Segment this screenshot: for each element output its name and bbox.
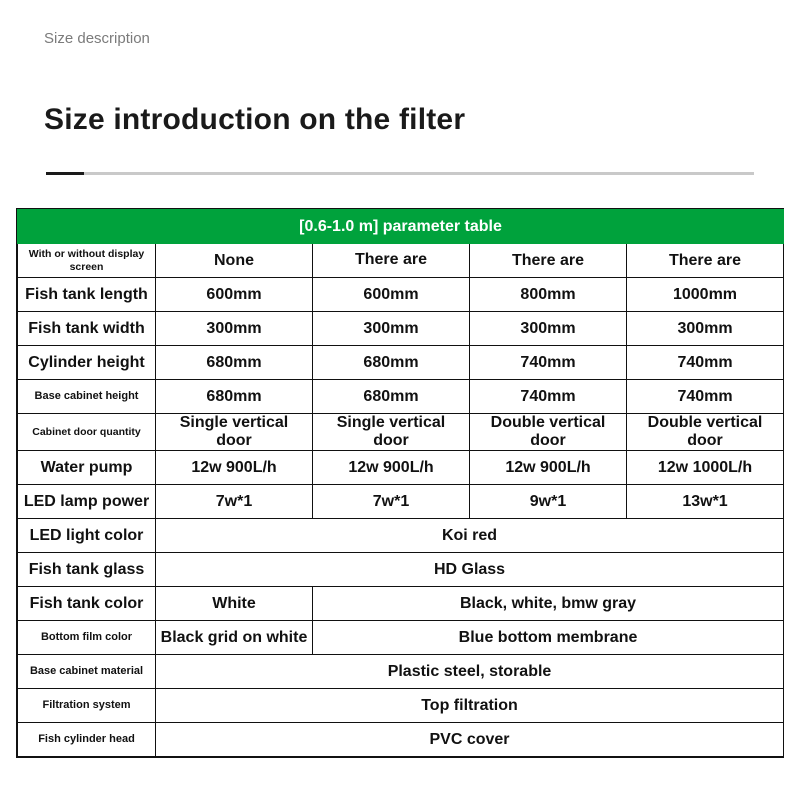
row-value: 1000mm xyxy=(627,278,784,312)
row-value: 9w*1 xyxy=(470,485,627,519)
row-value: 740mm xyxy=(470,346,627,380)
table-row xyxy=(18,655,784,689)
row-label: LED lamp power xyxy=(18,485,156,519)
table-row xyxy=(18,587,784,621)
table-row xyxy=(18,519,784,553)
row-value: HD Glass xyxy=(156,553,784,587)
row-value: None xyxy=(156,244,313,278)
table-row xyxy=(18,451,784,485)
row-value: 12w 900L/h xyxy=(470,451,627,485)
table-row xyxy=(18,723,784,757)
row-value: 12w 1000L/h xyxy=(627,451,784,485)
table-row xyxy=(18,485,784,519)
row-value: Blue bottom membrane xyxy=(313,621,784,655)
row-label: Filtration system xyxy=(18,689,156,723)
row-label: Base cabinet material xyxy=(18,655,156,689)
parameter-table-body xyxy=(18,210,784,757)
row-label: With or without display screen xyxy=(18,244,156,278)
row-value: Black, white, bmw gray xyxy=(313,587,784,621)
parameter-table-wrap xyxy=(16,208,784,758)
row-value: 12w 900L/h xyxy=(156,451,313,485)
row-label: Bottom film color xyxy=(18,621,156,655)
table-row xyxy=(18,278,784,312)
row-value: Double vertical door xyxy=(627,414,784,451)
row-label: Base cabinet height xyxy=(18,380,156,414)
row-label: Fish tank glass xyxy=(18,553,156,587)
row-value: 800mm xyxy=(470,278,627,312)
row-label: LED light color xyxy=(18,519,156,553)
row-value: Koi red xyxy=(156,519,784,553)
table-row xyxy=(18,689,784,723)
row-value: 680mm xyxy=(313,380,470,414)
row-value: 7w*1 xyxy=(313,485,470,519)
row-value: 600mm xyxy=(156,278,313,312)
row-value: Black grid on white xyxy=(156,621,313,655)
table-row xyxy=(18,380,784,414)
row-value: 13w*1 xyxy=(627,485,784,519)
row-value: 740mm xyxy=(627,346,784,380)
row-value: 740mm xyxy=(627,380,784,414)
row-value: 680mm xyxy=(313,346,470,380)
row-value: There are xyxy=(627,244,784,278)
row-value: 300mm xyxy=(470,312,627,346)
table-row xyxy=(18,553,784,587)
row-label: Water pump xyxy=(18,451,156,485)
table-row xyxy=(18,621,784,655)
row-value: Plastic steel, storable xyxy=(156,655,784,689)
row-value: Top filtration xyxy=(156,689,784,723)
row-value: PVC cover xyxy=(156,723,784,757)
title-divider xyxy=(46,172,754,175)
row-value: There are xyxy=(313,244,470,278)
row-value: 600mm xyxy=(313,278,470,312)
row-label: Fish tank color xyxy=(18,587,156,621)
row-value: 300mm xyxy=(627,312,784,346)
table-caption-row xyxy=(18,210,784,244)
row-value: There are xyxy=(470,244,627,278)
table-row xyxy=(18,414,784,451)
parameter-table xyxy=(17,209,784,757)
row-value: 680mm xyxy=(156,380,313,414)
row-value: 300mm xyxy=(313,312,470,346)
row-value: White xyxy=(156,587,313,621)
row-label: Fish tank length xyxy=(18,278,156,312)
eyebrow-text: Size description xyxy=(44,30,150,47)
row-value: Single vertical door xyxy=(156,414,313,451)
row-value: 12w 900L/h xyxy=(313,451,470,485)
page-title: Size introduction on the filter xyxy=(44,103,466,136)
row-label: Fish tank width xyxy=(18,312,156,346)
table-row xyxy=(18,312,784,346)
row-value: 740mm xyxy=(470,380,627,414)
table-row xyxy=(18,244,784,278)
row-value: 7w*1 xyxy=(156,485,313,519)
row-label: Fish cylinder head xyxy=(18,723,156,757)
row-label: Cylinder height xyxy=(18,346,156,380)
row-value: 680mm xyxy=(156,346,313,380)
row-value: 300mm xyxy=(156,312,313,346)
title-divider-accent xyxy=(46,172,84,175)
table-row xyxy=(18,346,784,380)
row-value: Single vertical door xyxy=(313,414,470,451)
row-label: Cabinet door quantity xyxy=(18,414,156,451)
row-value: Double vertical door xyxy=(470,414,627,451)
table-caption: [0.6-1.0 m] parameter table xyxy=(18,210,784,244)
